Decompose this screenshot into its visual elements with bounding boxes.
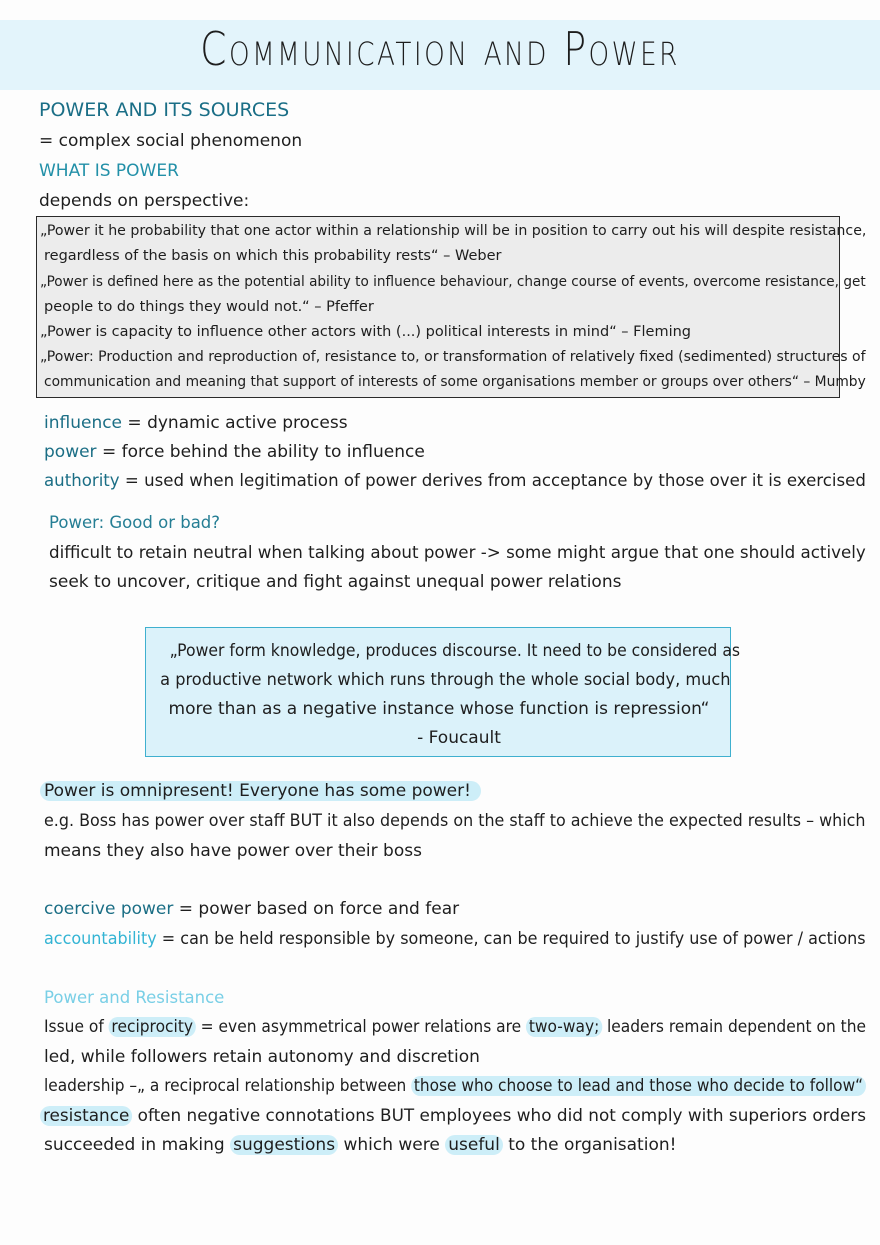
term-accountability — [44, 928, 866, 950]
highlight-lead-follow: those who choose to lead and those who decide to follow“ — [411, 1076, 866, 1096]
good-bad-line-2: seek to uncover, critique and fight against unequal power relations — [49, 572, 622, 592]
foucault-line-2: a productive network which runs through the whole social body, much — [160, 670, 731, 690]
foucault-line-1: „Power form knowledge, produces discourse. It need to be considered as — [169, 641, 741, 661]
text-segment: leadership –„ a reciprocal relationship between — [44, 1076, 412, 1096]
foucault-line-3: more than as a negative instance whose function is repression“ — [168, 699, 710, 719]
suggestions-line — [44, 1134, 676, 1156]
term-definition: = power based on force and fear — [173, 899, 460, 919]
perspective-line: depends on perspective: — [39, 191, 250, 211]
term-authority — [44, 470, 866, 492]
highlight-reciprocity: reciprocity — [109, 1017, 196, 1037]
highlight-suggestions: suggestions — [230, 1135, 338, 1155]
term-coercive-power — [44, 898, 459, 920]
term-label: influence — [44, 413, 123, 433]
definition-weber-2: regardless of the basis on which this probability rests“ – Weber — [44, 248, 502, 264]
foucault-author: - Foucault — [417, 728, 501, 748]
definition-mumby-1: „Power: Production and reproduction of, resistance to, or transformation of relatively fixed (sedimented) structures of — [40, 349, 866, 365]
highlight-omnipresent: Power is omnipresent! Everyone has some power! — [40, 781, 481, 801]
resistance-line — [40, 1105, 866, 1127]
leadership-line — [44, 1075, 866, 1097]
definition-fleming: „Power is capacity to influence other actors with (...) political interests in mind“ – Fleming — [40, 324, 692, 340]
highlight-resistance: resistance — [40, 1106, 132, 1126]
highlight-two-way: two-way; — [526, 1017, 602, 1037]
term-influence — [44, 412, 348, 434]
term-definition: = dynamic active process — [122, 413, 348, 433]
text-segment: to the organisation! — [502, 1135, 677, 1155]
text-segment: succeeded in making — [44, 1135, 231, 1155]
term-definition: = can be held responsible by someone, can be required to justify use of power / actions — [156, 929, 866, 949]
text-segment: often negative connotations BUT employees who did not comply with superiors orders — [132, 1106, 867, 1126]
subheading-what-is-power: WHAT IS POWER — [39, 161, 179, 181]
page-title: Communication and Power — [200, 22, 680, 76]
text-segment: = even asymmetrical power relations are — [195, 1017, 527, 1037]
subheading-power-and-resistance: Power and Resistance — [44, 988, 225, 1007]
term-label: coercive power — [44, 899, 174, 919]
term-definition: = force behind the ability to influence — [96, 442, 425, 462]
good-bad-line-1: difficult to retain neutral when talking about power -> some might argue that one should actively — [49, 543, 866, 563]
definition-pfeffer-2: people to do things they would not.“ – Pfeffer — [44, 299, 374, 315]
term-power — [44, 441, 425, 463]
term-label: authority — [44, 471, 120, 491]
section-heading-power-sources: POWER AND ITS SOURCES — [39, 99, 290, 121]
term-definition: = used when legitimation of power derives from acceptance by those over it is exercised — [119, 471, 866, 491]
reciprocity-line — [44, 1016, 866, 1038]
text-segment: Issue of — [44, 1017, 109, 1037]
boss-example-line-1: e.g. Boss has power over staff BUT it also depends on the staff to achieve the expected results – which — [44, 811, 866, 831]
boss-example-line-2: means they also have power over their boss — [44, 841, 422, 861]
definition-mumby-2: communication and meaning that support of interests of some organisations member or groups over others“ – Mumby — [44, 374, 866, 390]
definition-weber-1: „Power it he probability that one actor within a relationship will be in position to carry out his will despite resistance, — [40, 223, 867, 239]
text-segment: leaders remain dependent on the — [602, 1017, 867, 1037]
term-label: power — [44, 442, 97, 462]
power-definition-line: = complex social phenomenon — [39, 131, 303, 151]
autonomy-line: led, while followers retain autonomy and discretion — [44, 1047, 480, 1067]
foucault-quote-box — [145, 627, 741, 757]
definition-pfeffer-1: „Power is defined here as the potential ability to influence behaviour, change course of events, overcome resistance, get — [40, 274, 866, 290]
subheading-good-or-bad: Power: Good or bad? — [49, 513, 221, 532]
highlight-useful: useful — [445, 1135, 503, 1155]
term-label: accountability — [44, 929, 157, 949]
omnipresent-highlight — [40, 780, 481, 802]
text-segment: which were — [338, 1135, 446, 1155]
